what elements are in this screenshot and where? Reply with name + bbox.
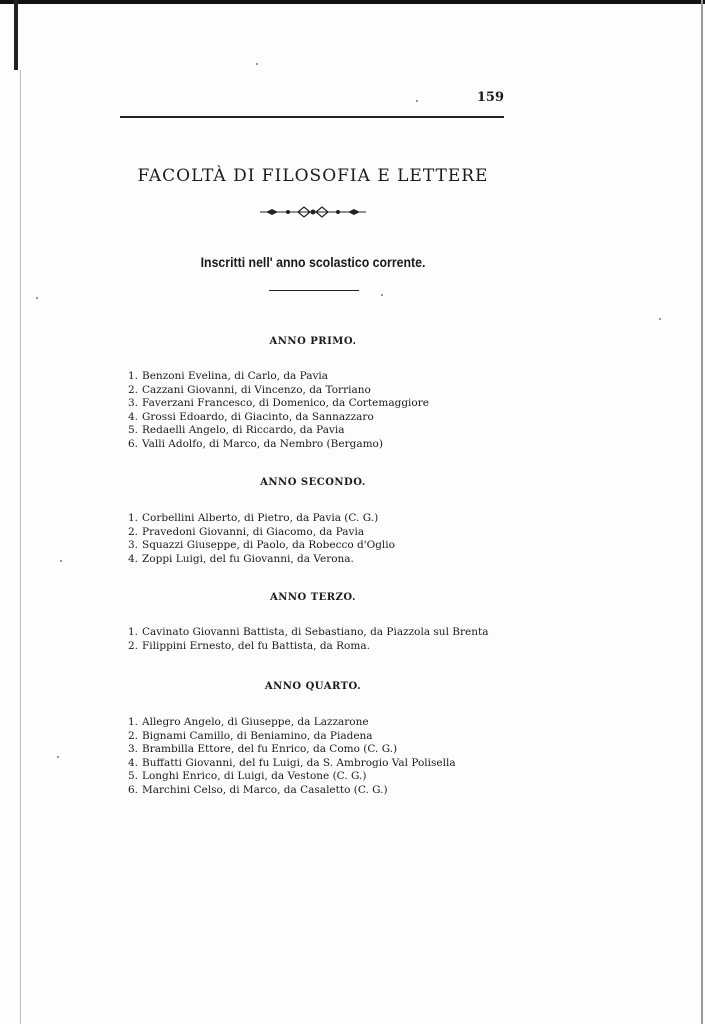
scan-speck [381,294,383,296]
list-item: 6. Valli Adolfo, di Marco, da Nembro (Bergamo) [127,437,383,450]
list-item: 4. Zoppi Luigi, del fu Giovanni, da Verona. [127,552,354,565]
scan-speck [36,297,38,299]
list-item: 4. Grossi Edoardo, di Giacinto, da Sannazzaro [127,410,374,423]
list-item: 2. Filippini Ernesto, del fu Battista, da Roma. [127,639,370,652]
scan-speck [659,318,661,320]
section-heading-anno-terzo: ANNO TERZO. [269,592,356,603]
scan-top-edge [0,0,705,4]
page-number: 159 [476,90,504,105]
list-item: 1. Corbellini Alberto, di Pietro, da Pavia (C. G.) [127,512,379,524]
section-heading-anno-secondo: ANNO SECONDO. [260,477,366,488]
section-heading-anno-quarto: ANNO QUARTO. [264,681,362,692]
list-item: 6. Marchini Celso, di Marco, da Casaletto (C. G.) [127,783,388,796]
scan-left-margin-line [20,70,21,1024]
subtitle: Inscritti nell' anno scolastico corrente. [200,254,426,270]
section-heading-anno-primo: ANNO PRIMO. [269,336,357,347]
scan-speck [57,756,59,758]
list-item: 1. Allegro Angelo, di Giuseppe, da Lazzarone [127,716,369,728]
list-item: 5. Redaelli Angelo, di Riccardo, da Pavia [127,424,345,437]
header-rule [120,116,504,118]
ornament-divider-icon [258,205,368,219]
scan-right-edge [701,0,703,1024]
list-item: 3. Faverzani Francesco, di Domenico, da Cortemaggiore [127,397,429,410]
list-item: 1. Benzoni Evelina, di Carlo, da Pavia [127,370,329,382]
list-item: 3. Brambilla Ettore, del fu Enrico, da Como (C. G.) [127,743,398,756]
list-item: 2. Pravedoni Giovanni, di Giacomo, da Pavia [127,525,365,538]
scan-speck [60,560,62,562]
entry-list-anno-terzo [122,626,488,653]
entry-list-anno-primo [122,370,429,452]
scan-speck [256,63,258,65]
list-item: 5. Longhi Enrico, di Luigi, da Vestone (C. G.) [127,770,367,783]
section-rule [269,290,359,291]
entry-list-anno-quarto [122,716,456,798]
entry-list-anno-secondo [122,512,395,566]
list-item: 3. Squazzi Giuseppe, di Paolo, da Robecco d'Oglio [127,539,395,552]
scan-left-edge [14,0,18,70]
list-item: 4. Buffatti Giovanni, del fu Luigi, da S. Ambrogio Val Polisella [127,756,456,769]
list-item: 2. Bignami Camillo, di Beniamino, da Piadena [127,729,373,742]
list-item: 1. Cavinato Giovanni Battista, di Sebastiano, da Piazzola sul Brenta [127,626,489,638]
page-title: FACOLTÀ DI FILOSOFIA E LETTERE [137,166,489,186]
list-item: 2. Cazzani Giovanni, di Vincenzo, da Torriano [127,383,371,396]
scan-speck [416,100,418,102]
